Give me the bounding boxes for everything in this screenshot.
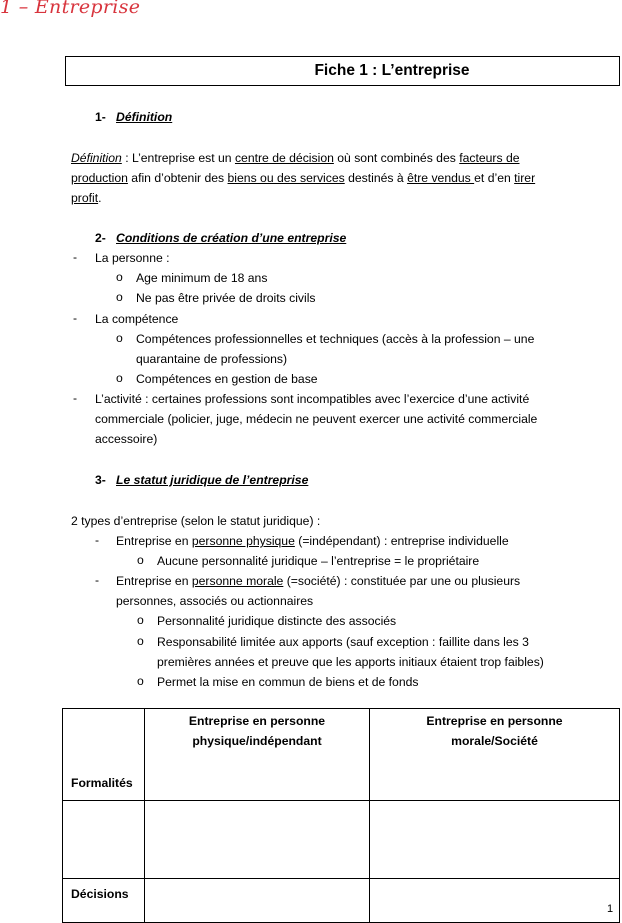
activite-line-2: commerciale (policier, juge, médecin ne peuvent exercer une activité commerciale: [95, 412, 538, 426]
condition-competence: La compétence: [95, 312, 179, 326]
text: où sont combinés des: [333, 151, 460, 165]
section-3-heading: [95, 472, 308, 488]
definition-line-2: [71, 170, 535, 186]
table-header-physique: [145, 709, 370, 801]
text-underlined: centre de décision: [234, 151, 334, 165]
dash-bullet: -: [95, 573, 100, 587]
text-underlined: être vendus: [407, 171, 475, 185]
definition-line-1: [71, 150, 520, 166]
table-cell: [63, 879, 145, 923]
header-text: [145, 709, 369, 751]
header-line-2: physique/indépendant: [192, 734, 322, 748]
table-cell: [145, 801, 370, 879]
morale-mise-en-commun: Permet la mise en commun de biens et de fonds: [157, 675, 419, 689]
definition-line-3: [71, 190, 102, 206]
table-row: [63, 709, 620, 801]
activite-line-3: accessoire): [95, 432, 158, 446]
header-text: [370, 709, 619, 751]
circle-bullet: o: [116, 371, 123, 385]
text: Entreprise en: [116, 574, 192, 588]
section-title: Le statut juridique de l’entreprise: [116, 473, 309, 487]
text: destinés à: [344, 171, 408, 185]
table-row: [63, 801, 620, 879]
handwritten-header: 1 – Entreprise: [0, 0, 141, 18]
circle-bullet: o: [116, 290, 123, 304]
section-number: 2-: [95, 231, 106, 245]
circle-bullet: o: [137, 674, 144, 688]
text-underlined: personne physique: [191, 534, 295, 548]
table-cell: [370, 801, 620, 879]
entreprise-morale-line-2: personnes, associés ou actionnaires: [116, 594, 314, 608]
table-row: [63, 879, 620, 923]
circle-bullet: o: [116, 270, 123, 284]
table-cell: [63, 801, 145, 879]
table-cell: [145, 879, 370, 923]
definition-label: Définition: [71, 151, 122, 165]
statut-intro: 2 types d’entreprise (selon le statut juridique) :: [71, 514, 321, 528]
header-line-2: morale/Société: [451, 734, 538, 748]
text: et d’en: [474, 171, 515, 185]
comparison-table: [62, 708, 620, 923]
competence-pro-line-2: quarantaine de professions): [136, 352, 288, 366]
dash-bullet: -: [73, 311, 78, 325]
activite-line-1: L’activité : certaines professions sont incompatibles avec l’exercice d’une activité: [95, 392, 530, 406]
text-underlined: profit: [71, 191, 99, 205]
text-underlined: facteurs de: [459, 151, 520, 165]
text-underlined: personne morale: [191, 574, 284, 588]
condition-personne: La personne :: [95, 251, 170, 265]
section-1-heading: [95, 109, 172, 125]
row-label-decisions: Décisions: [71, 887, 129, 901]
circle-bullet: o: [137, 634, 144, 648]
dash-bullet: -: [73, 250, 78, 264]
section-number: 1-: [95, 110, 106, 124]
dash-bullet: -: [73, 391, 78, 405]
header-line-1: Entreprise en personne: [188, 714, 326, 728]
text: afin d’obtenir des: [127, 171, 228, 185]
page-number: 1: [607, 903, 614, 915]
morale-personnalite: Personnalité juridique distincte des associés: [157, 614, 397, 628]
condition-droits: Ne pas être privée de droits civils: [136, 291, 316, 305]
circle-bullet: o: [137, 613, 144, 627]
text-underlined: tirer: [514, 171, 536, 185]
morale-responsabilite-line-2: premières années et preuve que les apports initiaux étaient trop faibles): [157, 655, 544, 669]
section-number: 3-: [95, 473, 106, 487]
table-header-morale: [370, 709, 620, 801]
dash-bullet: -: [95, 533, 100, 547]
page-title: Fiche 1 : L’entreprise: [314, 62, 470, 79]
table-cell: [370, 879, 620, 923]
section-title: Conditions de création d’une entreprise: [116, 231, 347, 245]
physique-detail: Aucune personnalité juridique – l’entreprise = le propriétaire: [157, 554, 480, 568]
text: (=société) : constituée par une ou plusieurs: [283, 574, 521, 588]
text: Entreprise en: [116, 534, 192, 548]
condition-age: Age minimum de 18 ans: [136, 271, 268, 285]
competence-gestion: Compétences en gestion de base: [136, 372, 318, 386]
circle-bullet: o: [137, 553, 144, 567]
entreprise-physique: [116, 533, 509, 549]
morale-responsabilite-line-1: Responsabilité limitée aux apports (sauf exception : faillite dans les 3: [157, 635, 529, 649]
text: .: [98, 191, 102, 205]
section-title: Définition: [116, 110, 173, 124]
text: : L’entreprise est un: [121, 151, 235, 165]
row-label-formalites: Formalités: [71, 776, 133, 790]
circle-bullet: o: [116, 331, 123, 345]
entreprise-morale: [116, 573, 520, 589]
table-cell: [63, 709, 145, 801]
title-box: [65, 56, 620, 86]
section-2-heading: [95, 230, 346, 246]
header-line-1: Entreprise en personne: [426, 714, 563, 728]
text: (=indépendant) : entreprise individuelle: [294, 534, 509, 548]
text-underlined: biens ou des services: [227, 171, 345, 185]
text-underlined: production: [71, 171, 128, 185]
competence-pro-line-1: Compétences professionnelles et techniques (accès à la profession – une: [136, 332, 535, 346]
